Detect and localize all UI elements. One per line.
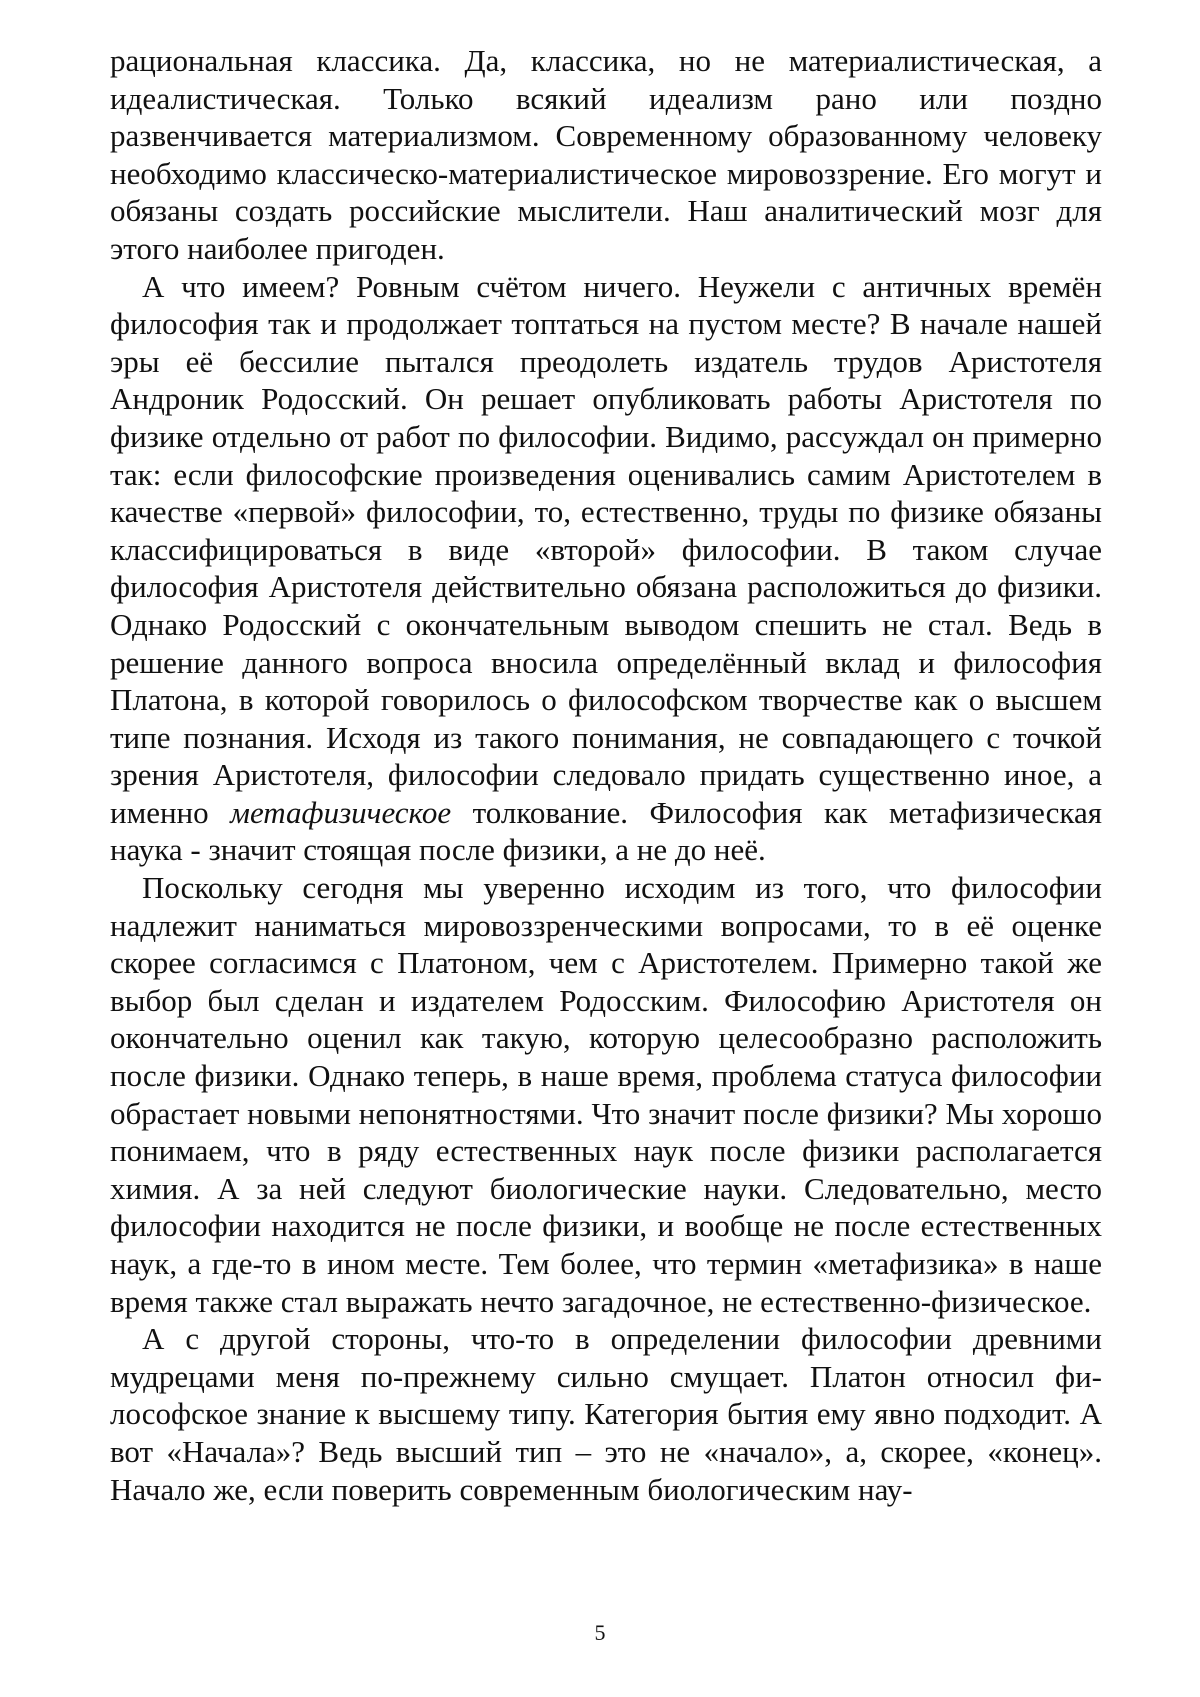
page-number: 5 — [594, 1620, 606, 1645]
paragraph-2-part-1: А что имеем? Ровным счётом ничего. Неужели с античных времён философия так и продолжает топтаться на пустом месте? В начале нашей эры её бессилие пытался преодолеть издатель трудов Аристотеля Андроник Родосский. Он решает опубликовать работы Аристотеля по физике отдельно от работ по философии. Видимо, рассуждал он примерно так: если философские произведения оценивались самим Аристотелем в качестве «первой» философии, то, естественно, труды по физике обязаны классифицироваться в виде «второй» философии. В таком случае философия Аристотеля действительно обязана расположиться до физики. Однако Родосский с окончательным выводом спешить не стал. Ведь в решение данного вопроса вносила определённый вклад и философия Платона, в которой говорилось о философском творчестве как о высшем типе познания. Исходя из такого понимания, не совпадающего с точкой зрения Аристотеля, философии следовало придать существенно иное, а именно — [110, 268, 1102, 830]
paragraph-4: А с другой стороны, что-то в определении философии древними мудрецами меня по-прежнему сильно смущает. Платон относил философское знание к высшему типу. Категория бытия ему явно подходит. А вот «Начала»? Ведь высший тип – это не «начало», а, скорее, «конец». Начало же, если поверить современным биологическим нау- — [110, 1321, 1102, 1507]
paragraph-1: рациональная классика. Да, классика, но не материалистическая, а идеалистическая. Только всякий идеализм рано или поздно развенчивается материализмом. Современному образованному человеку необходимо классическо-материалистическое мировоззрение. Его могут и обязаны создать российские мыслители. Наш аналитический мозг для этого наиболее пригоден. — [110, 43, 1102, 266]
page-body — [110, 42, 1102, 1508]
paragraph-2-italic-term: метафизическое — [230, 794, 452, 830]
paragraph-2 — [110, 268, 1102, 870]
paragraph-2-part-2: толкование. Философия как метафизическая наука - значит стоящая после физики, а не до неё. — [110, 794, 1102, 868]
paragraph-3: Поскольку сегодня мы уверенно исходим из того, что философии надлежит наниматься мировоззренческими вопросами, то в её оценке скорее согласимся с Платоном, чем с Аристотелем. Примерно такой же выбор был сделан и издателем Родосским. Философию Аристотеля он окончательно оценил как такую, которую целесообразно расположить после физики. Однако теперь, в наше время, проблема статуса философии обрастает новыми непонятностями. Что значит после физики? Мы хорошо понимаем, что в ряду естественных наук после физики располагается химия. А за ней следуют биологические науки. Следовательно, место философии находится не после физики, и вообще не после естественных наук, а где-то в ином месте. Тем более, что термин «метафизика» в наше время также стал выражать нечто загадочное, не естественно-физическое. — [110, 870, 1102, 1319]
